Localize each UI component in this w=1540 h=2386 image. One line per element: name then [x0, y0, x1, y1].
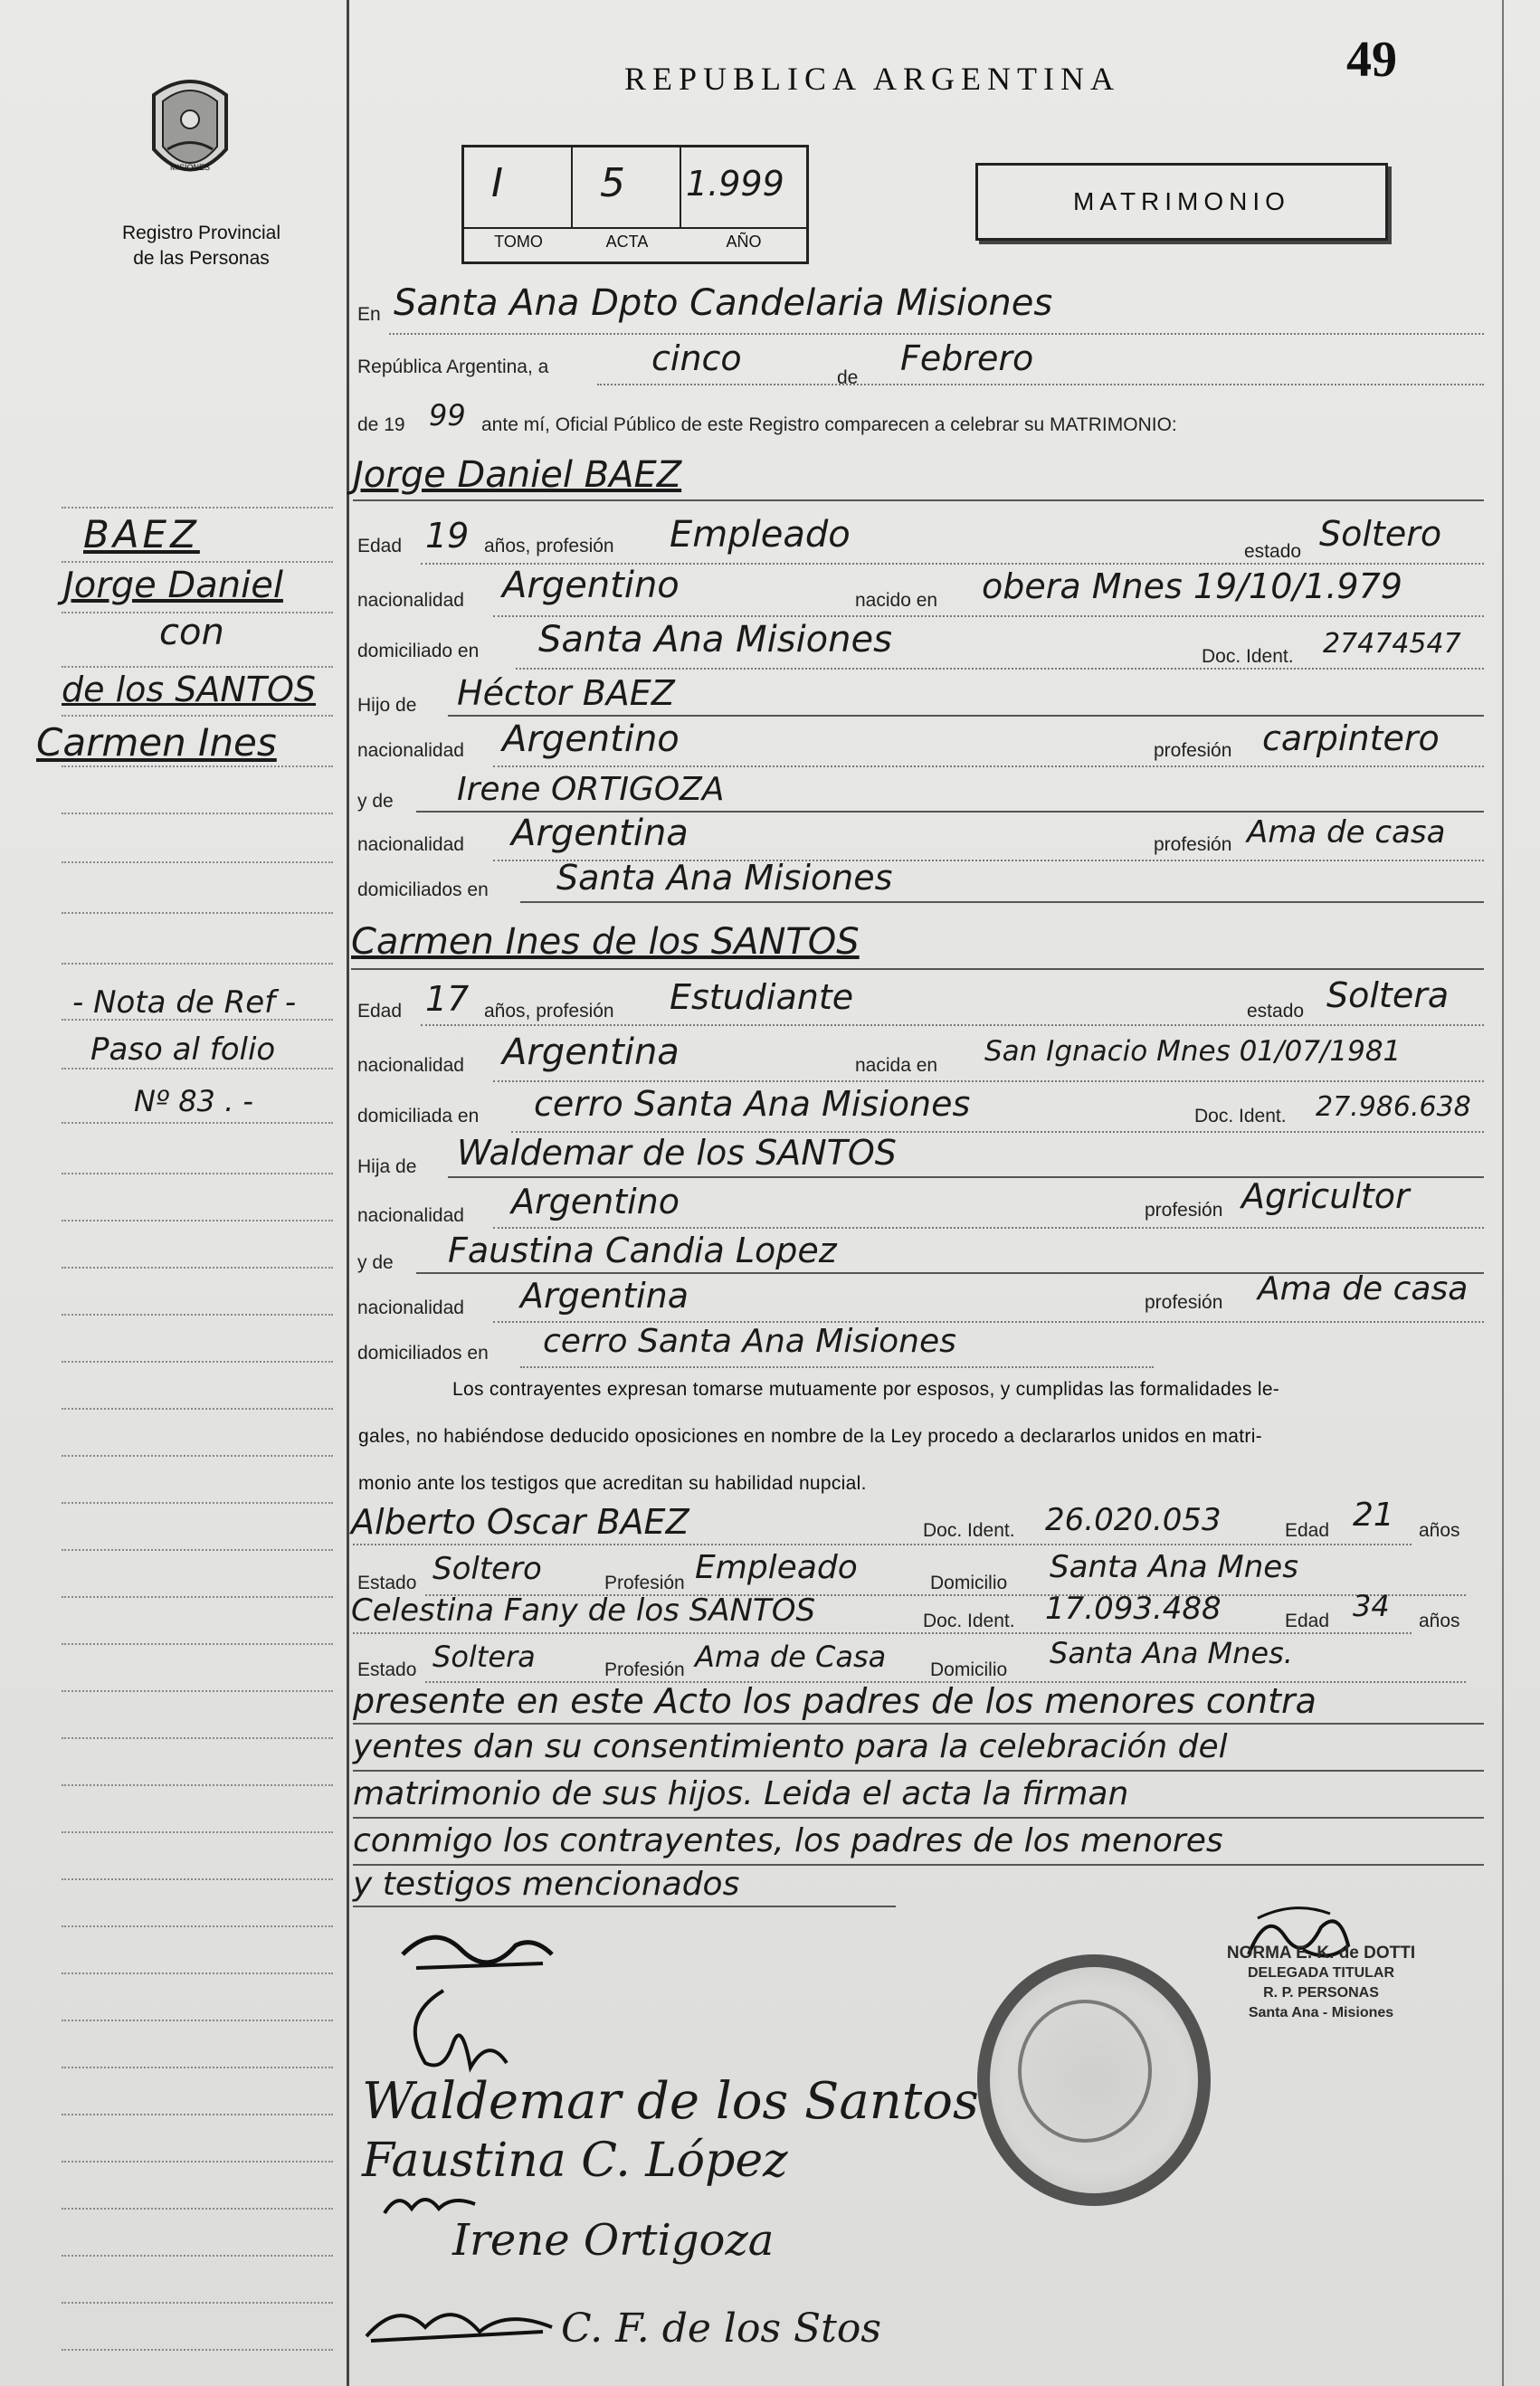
signature-bride [389, 1982, 516, 2086]
bride-nacionalidad: Argentina [502, 1031, 680, 1073]
bride-nacida: San Ignacio Mnes 01/07/1981 [984, 1035, 1402, 1068]
tomo-label: TOMO [494, 233, 543, 251]
margin-con: con [159, 612, 224, 653]
margin-note-2: Paso al folio [90, 1031, 276, 1068]
emblem-text: MISIONES [169, 163, 211, 172]
groom-estado: Soltero [1319, 514, 1442, 554]
witness-1-profesion: Empleado [695, 1549, 858, 1586]
signature-3: Irene Ortigoza [452, 2215, 775, 2266]
bride-estado-label: estado [1247, 1001, 1305, 1022]
groom-hijo-label: Hijo de [357, 695, 417, 716]
bride-padre-nac: Argentino [511, 1182, 680, 1222]
groom-name: Jorge Daniel BAEZ [353, 454, 682, 496]
margin-surname: BAEZ [83, 512, 200, 556]
witness-2-doc: 17.093.488 [1045, 1591, 1222, 1627]
note-line-1: presente en este Acto los padres de los menores contra [353, 1681, 1317, 1721]
witness-1-doc-label: Doc. Ident. [923, 1520, 1015, 1541]
bride-hija-label: Hija de [357, 1156, 417, 1177]
witness-2-anios-label: años [1419, 1611, 1460, 1631]
witness-1-name: Alberto Oscar BAEZ [351, 1502, 689, 1542]
bride-madre-nac: Argentina [520, 1276, 689, 1316]
declaration-line-3: monio ante los testigos que acreditan su habilidad nupcial. [358, 1473, 867, 1494]
bride-padre-prof-label: profesión [1145, 1200, 1223, 1221]
witness-2-dom-label: Domicilio [930, 1659, 1008, 1680]
bride-madre-nac-label: nacionalidad [357, 1298, 464, 1318]
registry-emblem [136, 63, 244, 199]
witness-2-estado-label: Estado [357, 1659, 417, 1680]
bride-padres-dom-label: domiciliados en [357, 1343, 489, 1364]
declaration-line-1: Los contrayentes expresan tomarse mutuamente por esposos, y cumplidas las formalidades le- [452, 1379, 1280, 1400]
day-value: cinco [651, 338, 742, 378]
witness-1-edad-label: Edad [1285, 1520, 1330, 1541]
groom-nac-label: nacionalidad [357, 590, 464, 611]
stamp-line-4: Santa Ana - Misiones [1248, 2005, 1394, 2020]
signature-1: Waldemar de los Santos [362, 2072, 979, 2131]
groom-madre-prof: Ama de casa [1247, 814, 1446, 851]
bride-padre-prof: Agricultor [1241, 1176, 1410, 1216]
bride-estado: Soltera [1326, 975, 1450, 1015]
bride-doc: 27.986.638 [1316, 1091, 1471, 1123]
groom-padre-prof-label: profesión [1154, 740, 1232, 761]
margin-divider [347, 0, 349, 2386]
note-line-5: y testigos mencionados [353, 1866, 740, 1903]
signature-2: Faustina C. López [362, 2134, 788, 2188]
groom-padre: Héctor BAEZ [457, 673, 675, 713]
groom-doc-label: Doc. Ident. [1202, 646, 1294, 667]
acta-value: 5 [600, 160, 625, 206]
stamp-text [1185, 1944, 1457, 2023]
bride-edad: 17 [425, 979, 470, 1019]
de-label: de [837, 367, 859, 388]
witness-2-domicilio: Santa Ana Mnes. [1050, 1636, 1293, 1670]
bride-padre-nac-label: nacionalidad [357, 1205, 464, 1226]
right-edge-line [1502, 0, 1504, 2386]
note-line-2: yentes dan su consentimiento para la celebración del [353, 1728, 1228, 1765]
en-label: En [357, 304, 381, 325]
groom-padres-dom: Santa Ana Misiones [556, 858, 893, 898]
bride-name: Carmen Ines de los SANTOS [351, 921, 860, 963]
groom-padre-nac-label: nacionalidad [357, 740, 464, 761]
witness-2-name: Celestina Fany de los SANTOS [351, 1592, 816, 1629]
witness-2-doc-label: Doc. Ident. [923, 1611, 1015, 1631]
groom-profesion: Empleado [670, 514, 851, 556]
bride-padre: Waldemar de los SANTOS [457, 1133, 897, 1173]
year-suffix: 99 [429, 398, 466, 433]
bride-domicilio: cerro Santa Ana Misiones [534, 1084, 971, 1124]
signature-groom [398, 1918, 561, 1986]
bride-madre-prof: Ama de casa [1258, 1270, 1469, 1307]
groom-yde-label: y de [357, 791, 394, 812]
groom-madre-nac: Argentina [511, 813, 689, 854]
stamp-line-3: R. P. PERSONAS [1263, 1985, 1379, 2001]
bride-profesion: Estudiante [670, 977, 854, 1017]
groom-prof-label: años, profesión [484, 536, 614, 556]
groom-madre-nac-label: nacionalidad [357, 834, 464, 855]
groom-edad: 19 [425, 516, 470, 556]
official-seal-inner [1018, 2000, 1152, 2143]
margin-groom-name: Jorge Daniel [63, 565, 283, 606]
witness-1-prof-label: Profesión [604, 1573, 685, 1593]
groom-dom-label: domiciliado en [357, 641, 480, 661]
acta-label: ACTA [605, 233, 649, 251]
bride-padres-dom: cerro Santa Ana Misiones [543, 1323, 956, 1360]
note-line-3: matrimonio de sus hijos. Leida el acta la firman [353, 1775, 1129, 1812]
bride-nacida-label: nacida en [855, 1055, 938, 1076]
groom-nacido-label: nacido en [855, 590, 938, 611]
bride-edad-label: Edad [357, 1001, 403, 1022]
anio-value: 1.999 [686, 164, 784, 204]
groom-madre: Irene ORTIGOZA [457, 771, 725, 808]
tomo-value: I [491, 160, 503, 206]
bride-madre: Faustina Candia Lopez [448, 1231, 837, 1270]
signature-4: C. F. de los Stos [561, 2305, 881, 2352]
page-number: 49 [1346, 32, 1397, 88]
groom-nacido: obera Mnes 19/10/1.979 [982, 566, 1402, 606]
stamp-line-2: DELEGADA TITULAR [1247, 1965, 1395, 1981]
month-value: Febrero [900, 338, 1034, 378]
groom-madre-prof-label: profesión [1154, 834, 1232, 855]
bride-doc-label: Doc. Ident. [1194, 1106, 1287, 1126]
groom-padre-nac: Argentino [502, 718, 680, 760]
bride-nac-label: nacionalidad [357, 1055, 464, 1076]
margin-note-1: - Nota de Ref - [72, 984, 297, 1021]
bride-madre-prof-label: profesión [1145, 1292, 1223, 1313]
bride-dom-label: domiciliada en [357, 1106, 480, 1126]
witness-1-domicilio: Santa Ana Mnes [1050, 1549, 1298, 1585]
groom-edad-label: Edad [357, 536, 403, 556]
declaration-line-2: gales, no habiéndose deducido oposiciones en nombre de la Ley procedo a declararlos unidos en matri- [358, 1426, 1262, 1447]
stamp-line-1: NORMA E. K. de DOTTI [1226, 1944, 1416, 1963]
country-title: REPUBLICA ARGENTINA [624, 61, 1121, 97]
groom-nacionalidad: Argentino [502, 565, 680, 606]
anio-label: AÑO [726, 233, 762, 251]
intro-text: ante mí, Oficial Público de este Registro comparecen a celebrar su MATRIMONIO: [481, 414, 1177, 435]
witness-1-anios-label: años [1419, 1520, 1460, 1541]
witness-1-dom-label: Domicilio [930, 1573, 1008, 1593]
record-type: MATRIMONIO [1073, 187, 1290, 215]
record-box [461, 145, 809, 264]
groom-doc: 27474547 [1323, 628, 1461, 660]
margin-bride-name: Carmen Ines [36, 720, 277, 765]
year-prefix-label: de 19 [357, 414, 405, 435]
registry-name: Registro Provincial de las Personas [121, 223, 281, 269]
bride-prof-label: años, profesión [484, 1001, 614, 1022]
signature-mark-2 [362, 2291, 561, 2359]
groom-estado-label: estado [1244, 541, 1302, 562]
witness-2-prof-label: Profesión [604, 1659, 685, 1680]
witness-1-doc: 26.020.053 [1045, 1502, 1222, 1538]
witness-1-estado-label: Estado [357, 1573, 417, 1593]
witness-1-edad: 21 [1353, 1497, 1394, 1534]
note-line-4: conmigo los contrayentes, los padres de los menores [353, 1822, 1223, 1859]
record-type-box [975, 163, 1388, 241]
witness-2-estado: Soltera [433, 1640, 536, 1674]
witness-2-edad-label: Edad [1285, 1611, 1330, 1631]
place-value: Santa Ana Dpto Candelaria Misiones [394, 282, 1053, 324]
republica-label: República Argentina, a [357, 356, 549, 377]
witness-2-edad: 34 [1353, 1589, 1390, 1623]
bride-yde-label: y de [357, 1252, 394, 1273]
groom-domicilio: Santa Ana Misiones [538, 619, 892, 661]
groom-padre-prof: carpintero [1262, 718, 1440, 758]
groom-padres-dom-label: domiciliados en [357, 879, 489, 900]
margin-bride-surname: de los SANTOS [62, 670, 317, 709]
witness-2-profesion: Ama de Casa [695, 1640, 887, 1674]
witness-1-estado: Soltero [433, 1551, 542, 1587]
margin-note-3: Nº 83 . - [134, 1084, 253, 1118]
